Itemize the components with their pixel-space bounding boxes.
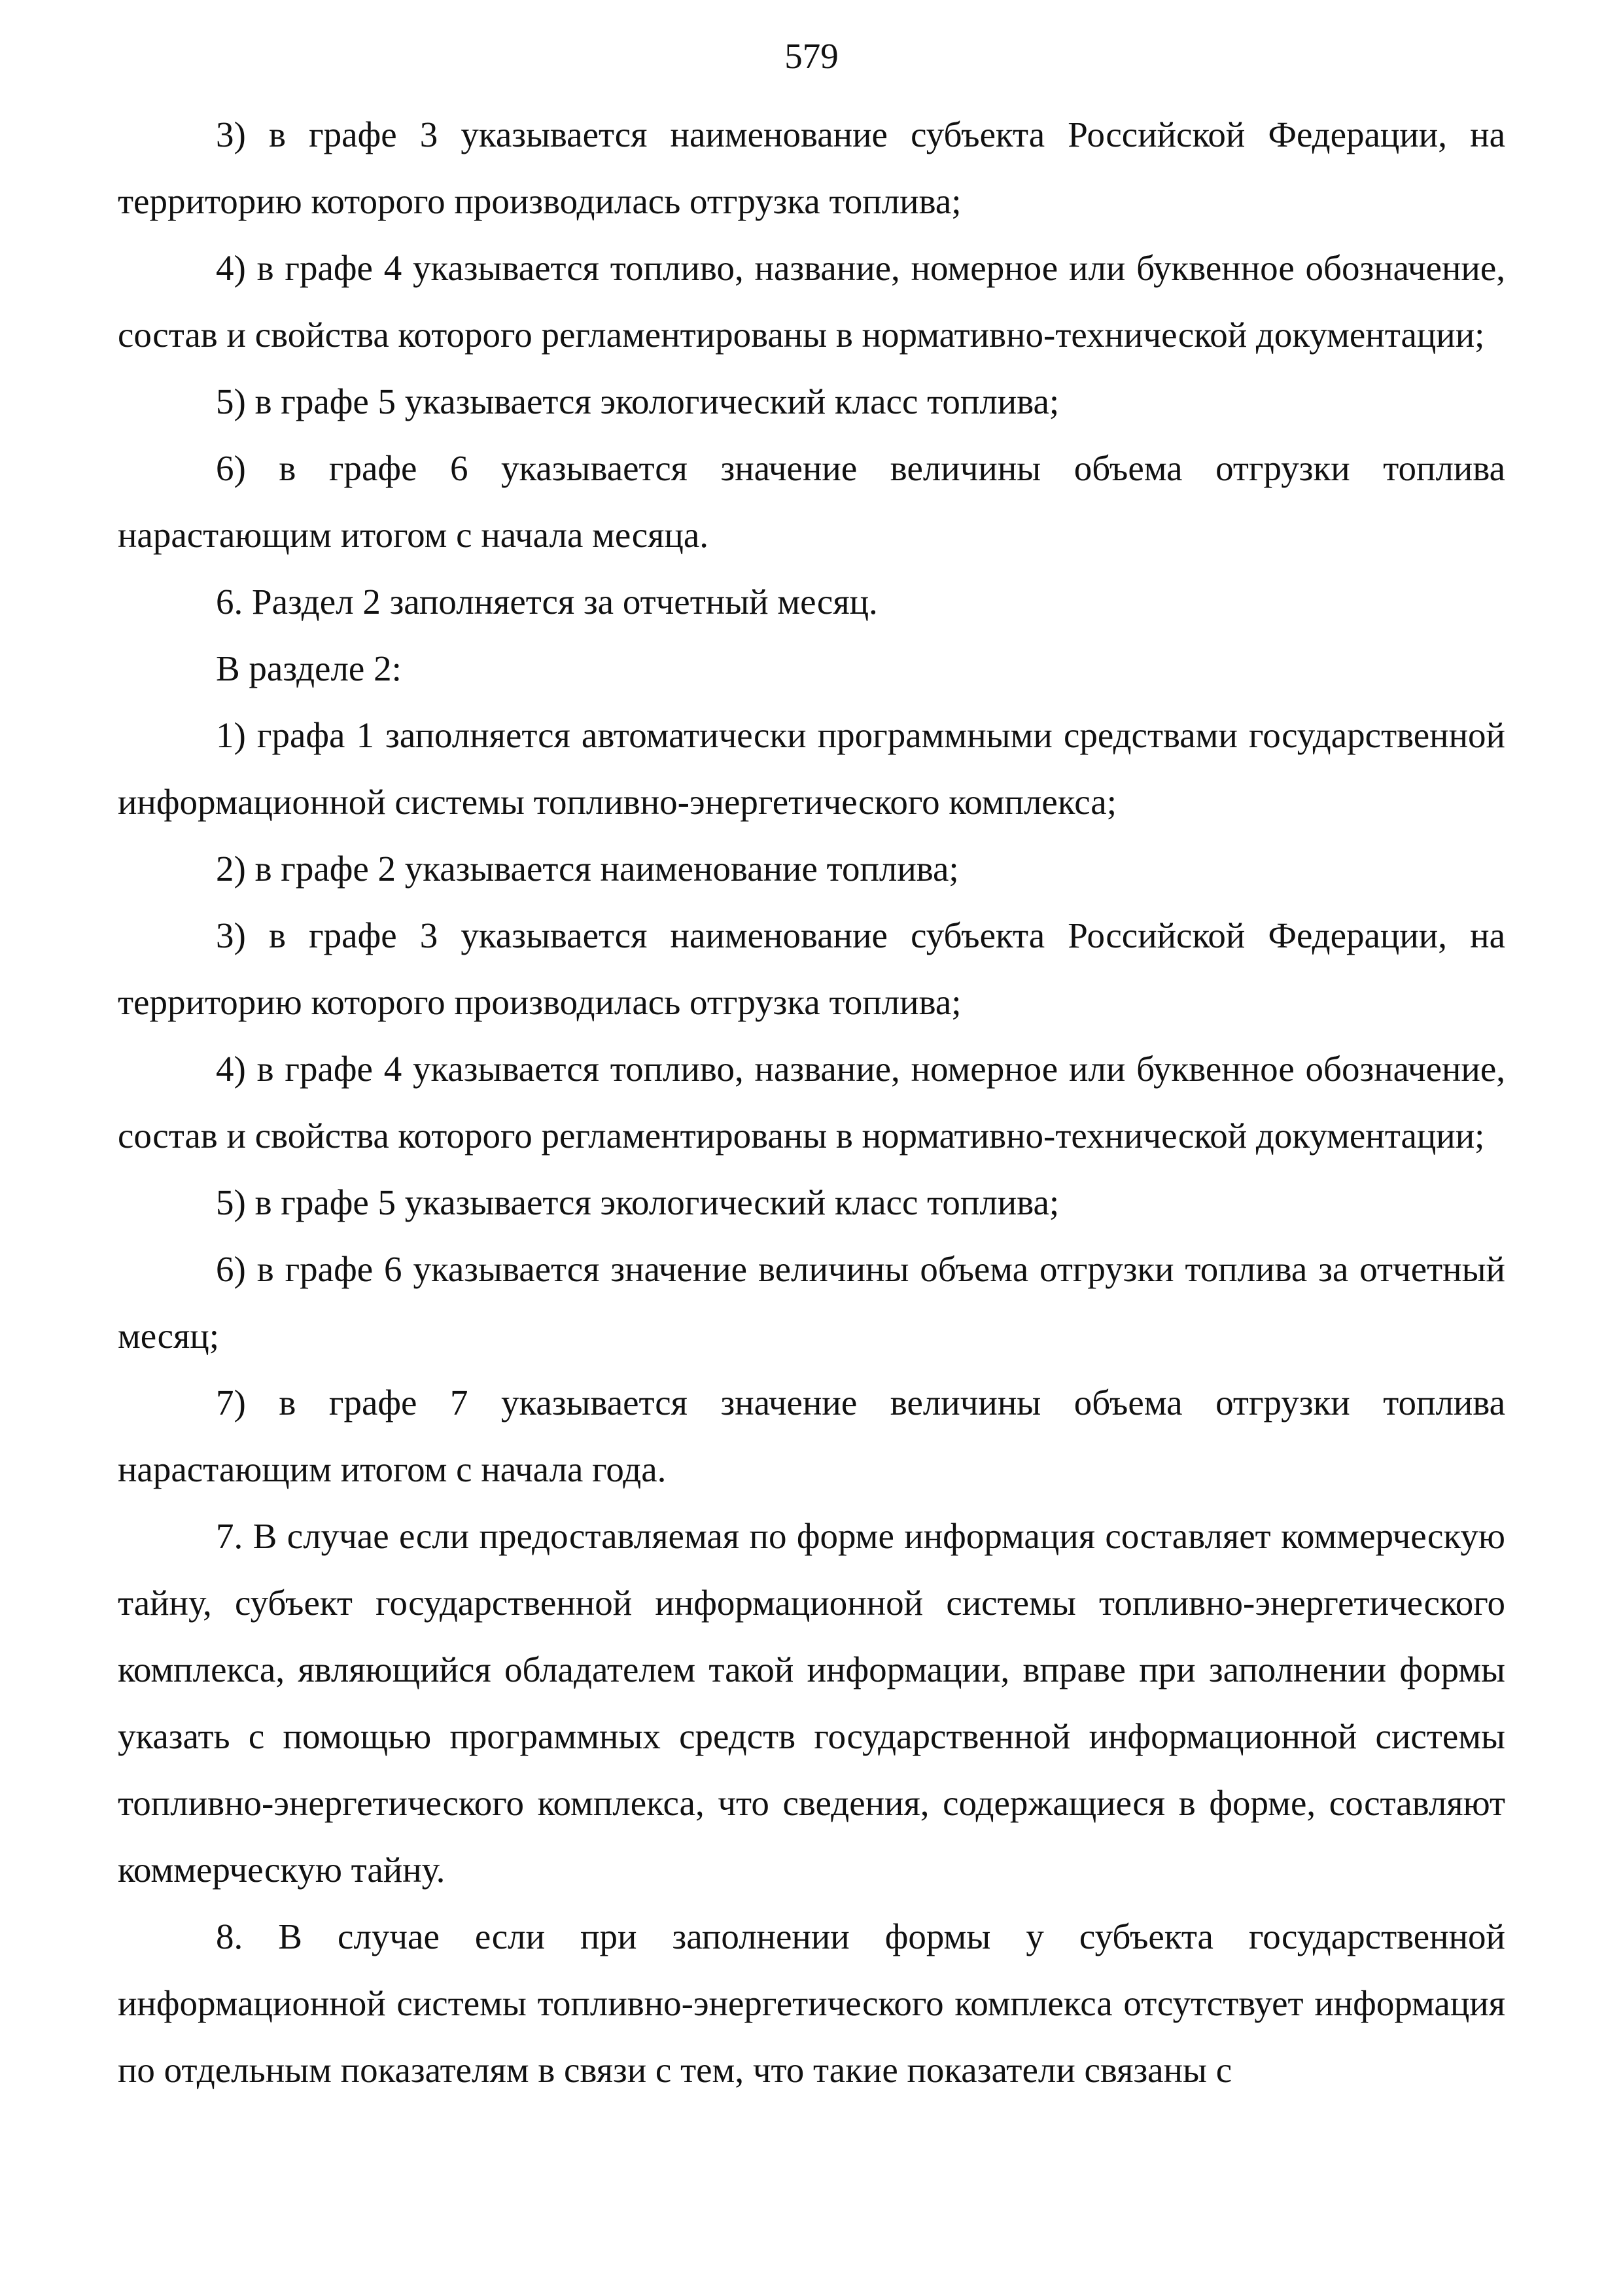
- page-number: 579: [784, 36, 839, 76]
- paragraph-1-section2: 1) графа 1 заполняется автоматически программными средствами государственной информационной системы топливно-энергетического комплекса;: [118, 715, 1505, 822]
- paragraph-3-section2: 3) в графе 3 указывается наименование субъекта Российской Федерации, на территорию которого производилась отгрузка топлива;: [118, 915, 1505, 1022]
- paragraph-5-section2: 5) в графе 5 указывается экологический класс топлива;: [216, 1182, 1060, 1222]
- paragraph-3-section1: 3) в графе 3 указывается наименование субъекта Российской Федерации, на территорию которого производилась отгрузка топлива;: [118, 115, 1505, 221]
- paragraph-section2-intro: В разделе 2:: [216, 648, 402, 688]
- paragraph-5-section1: 5) в графе 5 указывается экологический класс топлива;: [216, 381, 1060, 421]
- paragraph-6-section1: 6) в графе 6 указывается значение величины объема отгрузки топлива нарастающим итогом с начала месяца.: [118, 448, 1505, 555]
- document-body: [118, 101, 1505, 2104]
- paragraph-item-7: 7. В случае если предоставляемая по форме информация составляет коммерческую тайну, субъект государственной информационной системы топливно-энергетического комплекса, являющийся обладателем такой информации, вправе при заполнении формы указать с помощью программных средств государственной информационной системы топливно-энергетического комплекса, что сведения, содержащиеся в форме, составляют коммерческую тайну.: [118, 1516, 1505, 1890]
- paragraph-item-6: 6. Раздел 2 заполняется за отчетный месяц.: [216, 582, 878, 622]
- paragraph-7-section2: 7) в графе 7 указывается значение величины объема отгрузки топлива нарастающим итогом с начала года.: [118, 1383, 1505, 1489]
- paragraph-item-8: 8. В случае если при заполнении формы у субъекта государственной информационной системы топливно-энергетического комплекса отсутствует информация по отдельным показателям в связи с тем, что такие показатели связаны с: [118, 1916, 1505, 2090]
- paragraph-4-section1: 4) в графе 4 указывается топливо, название, номерное или буквенное обозначение, состав и свойства которого регламентированы в нормативно-технической документации;: [118, 248, 1505, 355]
- paragraph-6-section2: 6) в графе 6 указывается значение величины объема отгрузки топлива за отчетный месяц;: [118, 1249, 1505, 1356]
- paragraph-2-section2: 2) в графе 2 указывается наименование топлива;: [216, 849, 959, 889]
- paragraph-4-section2: 4) в графе 4 указывается топливо, название, номерное или буквенное обозначение, состав и свойства которого регламентированы в нормативно-технической документации;: [118, 1049, 1505, 1156]
